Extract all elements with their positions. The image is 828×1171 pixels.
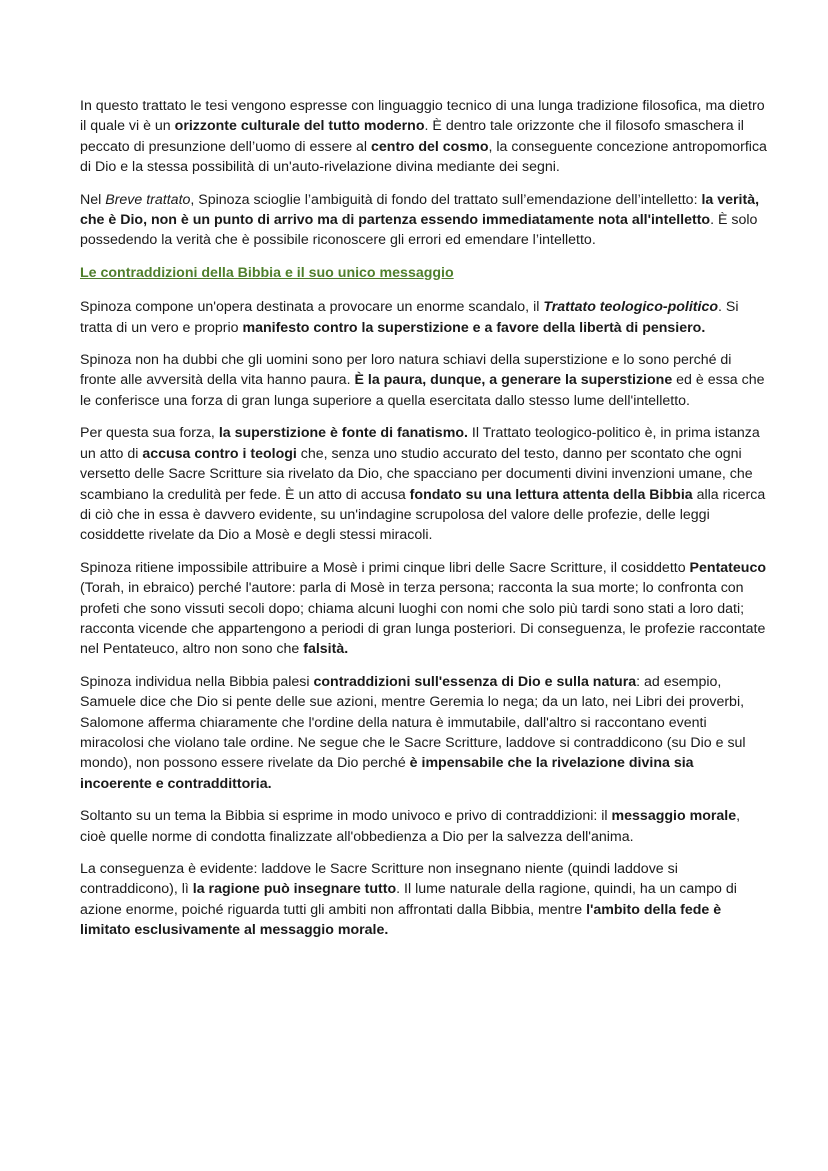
paragraph-p2 <box>80 190 768 251</box>
text-run: . È dentro tale orizzonte che il filosofo smaschera il peccato di presunzione dell’uomo di essere al <box>80 118 744 155</box>
bold-text: centro del cosmo <box>371 138 489 155</box>
paragraph-p4 <box>80 350 768 411</box>
emphasis <box>543 299 718 315</box>
paragraph-p6 <box>80 558 768 660</box>
bold-text: è impensabile che la rivelazione divina sia incoerente e contraddittoria. <box>80 755 694 792</box>
paragraph-p5 <box>80 423 768 545</box>
text-run: Spinoza compone un'opera destinata a provocare un enorme scandalo, il <box>80 299 544 316</box>
italic-text: Breve trattato <box>105 191 191 208</box>
text-run: In questo trattato le tesi vengono espresse con linguaggio tecnico di una lunga tradizione filosofica, ma dietro il quale vi è un <box>80 98 765 135</box>
text-run: Le contraddizioni della Bibbia e il suo unico messaggio <box>80 264 454 281</box>
bold-italic-text: Trattato teologico-politico <box>543 299 719 316</box>
text-run: La conseguenza è evidente: laddove le Sacre Scritture non insegnano niente (quindi laddove si contraddicono), lì <box>80 861 678 898</box>
paragraph-p9 <box>80 859 768 941</box>
text-run: Spinoza non ha dubbi che gli uomini sono per loro natura schiavi della superstizione e lo sono perché di fronte alle avversità della vita hanno paura. <box>80 352 732 389</box>
paragraph-p8 <box>80 806 768 847</box>
bold-text: l'ambito della fede è limitato esclusivamente al messaggio morale. <box>80 901 722 939</box>
bold-text: manifesto contro la superstizione e a favore della libertà di pensiero. <box>242 319 706 336</box>
text-run: Spinoza individua nella Bibbia palesi <box>80 673 314 690</box>
text-run: , Spinoza scioglie l’ambiguità di fondo del trattato sull’emendazione dell’intelletto: <box>190 191 702 208</box>
bold-text: Pentateuco <box>689 559 767 576</box>
bold-text: la superstizione è fonte di fanatismo. <box>218 425 468 442</box>
text-run: . Si tratta di un vero e proprio <box>80 299 739 336</box>
bold-text: orizzonte culturale del tutto moderno <box>174 118 425 135</box>
bold-text: accusa contro i teologi <box>142 445 297 462</box>
text-run: Per questa sua forza, <box>80 425 219 442</box>
paragraph-p1 <box>80 96 768 178</box>
bold-text: la ragione può insegnare tutto <box>192 881 397 898</box>
text-run: (Torah, in ebraico) perché l'autore: parla di Mosè in terza persona; racconta la sua morte; lo confronta con profeti che sono vissuti secoli dopo; chiama alcuni luoghi con nomi che solo più tardi sono stati a loro dati; racconta vicende che appartengono a periodi di gran lunga posteriori. Di conseguenza, le profezie raccontate nel Pentateuco, altro non sono che <box>80 580 766 658</box>
text-run: alla ricerca di ciò che in essa è davvero evidente, su un'indagine scrupolosa del valore delle profezie, delle leggi cosiddette rivelate da Dio a Mosè e degli stessi miracoli. <box>80 486 766 544</box>
section-heading <box>80 263 768 283</box>
text-run: . È solo possedendo la verità che è possibile riconoscere gli errori ed emendare l’intelletto. <box>80 212 758 249</box>
text-run: Spinoza ritiene impossibile attribuire a Mosè i primi cinque libri delle Sacre Scritture, il cosiddetto <box>80 559 690 576</box>
text-run: , cioè quelle norme di condotta finalizzate all'obbedienza a Dio per la salvezza dell'anima. <box>80 808 741 845</box>
text-run: che, senza uno studio accurato del testo, danno per scontato che ogni versetto delle Sacre Scritture sia rivelato da Dio, che spacciano per documenti divini invenzioni umane, che scambiano la credulità per fede. È un atto di accusa <box>80 445 753 503</box>
text-run: , la conseguente concezione antropomorfica di Dio e la stessa possibilità di un'auto-rivelazione divina mediante dei segni. <box>80 138 767 176</box>
text-run: Nel <box>80 191 106 208</box>
bold-text: la verità, che è Dio, non è un punto di arrivo ma di partenza essendo immediatamente nota all'intelletto <box>80 191 760 229</box>
document-body <box>80 96 768 941</box>
bold-text: messaggio morale <box>611 808 737 825</box>
text-run: Soltanto su un tema la Bibbia si esprime in modo univoco e privo di contraddizioni: il <box>80 808 612 825</box>
bold-text: fondato su una lettura attenta della Bibbia <box>409 486 693 503</box>
text-run: ed è essa che le conferisce una forza di gran lunga superiore a quella esercitata dallo stesso lume dell'intelletto. <box>80 372 765 409</box>
bold-text: contraddizioni sull'essenza di Dio e sulla natura <box>313 673 637 690</box>
bold-text: falsità. <box>303 641 349 658</box>
text-run: Il Trattato teologico-politico è, in prima istanza un atto di <box>80 425 760 462</box>
paragraph-p7 <box>80 672 768 794</box>
bold-text: È la paura, dunque, a generare la superstizione <box>354 372 673 389</box>
text-run: : ad esempio, Samuele dice che Dio si pente delle sue azioni, mentre Geremia lo nega; da un lato, nei Libri dei proverbi, Salomone afferma chiaramente che l'ordine della natura è immutabile, dall'altro si raccontano eventi miracolosi che violano tale ordine. Ne segue che le Sacre Scritture, laddove si contraddicono (su Dio e sul mondo), non possono essere rivelate da Dio perché <box>80 673 746 772</box>
paragraph-p3 <box>80 297 768 338</box>
text-run: . Il lume naturale della ragione, quindi, ha un campo di azione enorme, poiché riguarda tutti gli ambiti non affrontati dalla Bibbia, mentre <box>80 881 737 918</box>
